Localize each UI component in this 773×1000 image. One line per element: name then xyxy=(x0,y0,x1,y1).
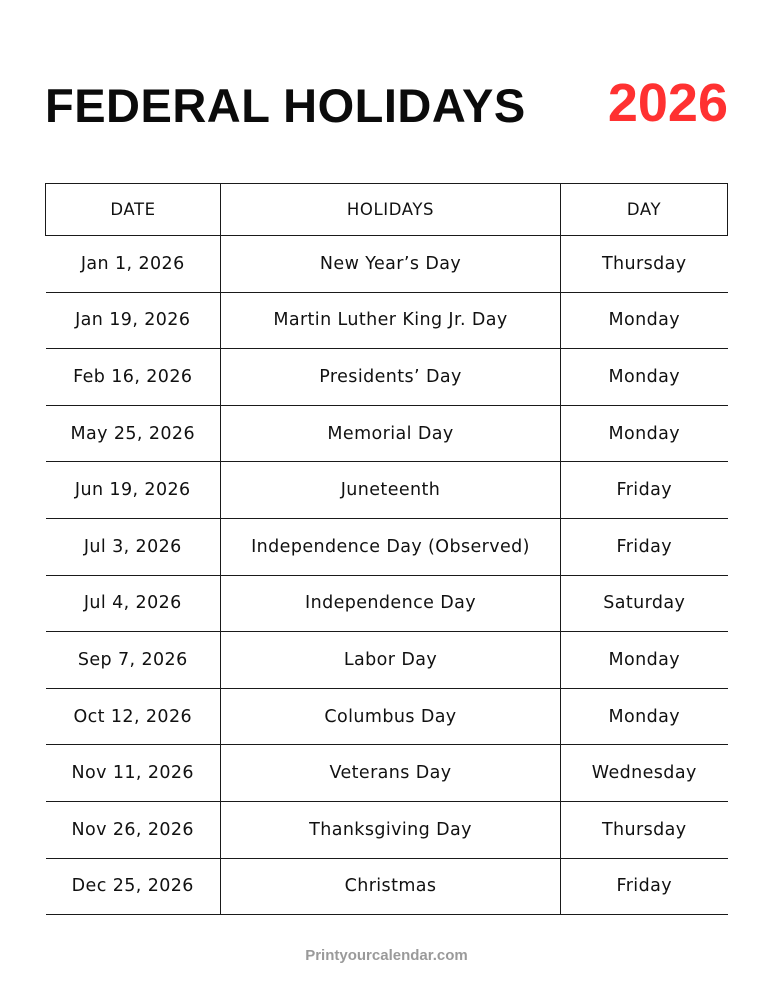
footer-site-link[interactable]: Printyourcalendar.com xyxy=(305,947,468,964)
table-row xyxy=(46,405,728,462)
table-row xyxy=(46,236,728,293)
date-cell: Dec 25, 2026 xyxy=(46,858,221,915)
holiday-cell: Presidents’ Day xyxy=(221,349,561,406)
column-header-holidays: HOLIDAYS xyxy=(221,184,561,236)
page-title: FEDERAL HOLIDAYS xyxy=(45,79,526,132)
column-header-date: DATE xyxy=(46,184,221,236)
table-header-row xyxy=(46,184,728,236)
holiday-cell: Christmas xyxy=(221,858,561,915)
table-row xyxy=(46,349,728,406)
holiday-cell: Thanksgiving Day xyxy=(221,801,561,858)
date-cell: Oct 12, 2026 xyxy=(46,688,221,745)
date-cell: Nov 26, 2026 xyxy=(46,801,221,858)
table-row xyxy=(46,462,728,519)
table-row xyxy=(46,745,728,802)
holiday-cell: Martin Luther King Jr. Day xyxy=(221,292,561,349)
table-row xyxy=(46,575,728,632)
year-label: 2026 xyxy=(607,73,728,133)
column-header-day: DAY xyxy=(561,184,728,236)
date-cell: Feb 16, 2026 xyxy=(46,349,221,406)
date-cell: Jun 19, 2026 xyxy=(46,462,221,519)
day-cell: Thursday xyxy=(561,801,728,858)
date-cell: May 25, 2026 xyxy=(46,405,221,462)
holiday-cell: Veterans Day xyxy=(221,745,561,802)
table-row xyxy=(46,292,728,349)
holiday-cell: Independence Day (Observed) xyxy=(221,518,561,575)
day-cell: Monday xyxy=(561,292,728,349)
table-row xyxy=(46,801,728,858)
date-cell: Jan 1, 2026 xyxy=(46,236,221,293)
date-cell: Nov 11, 2026 xyxy=(46,745,221,802)
day-cell: Friday xyxy=(561,518,728,575)
holiday-cell: New Year’s Day xyxy=(221,236,561,293)
holiday-cell: Labor Day xyxy=(221,632,561,689)
holiday-cell: Independence Day xyxy=(221,575,561,632)
holiday-cell: Columbus Day xyxy=(221,688,561,745)
day-cell: Wednesday xyxy=(561,745,728,802)
holiday-cell: Memorial Day xyxy=(221,405,561,462)
day-cell: Friday xyxy=(561,462,728,519)
day-cell: Monday xyxy=(561,349,728,406)
day-cell: Monday xyxy=(561,688,728,745)
day-cell: Friday xyxy=(561,858,728,915)
date-cell: Jul 4, 2026 xyxy=(46,575,221,632)
day-cell: Thursday xyxy=(561,236,728,293)
date-cell: Jul 3, 2026 xyxy=(46,518,221,575)
day-cell: Monday xyxy=(561,405,728,462)
day-cell: Saturday xyxy=(561,575,728,632)
date-cell: Sep 7, 2026 xyxy=(46,632,221,689)
table-row xyxy=(46,518,728,575)
holiday-cell: Juneteenth xyxy=(221,462,561,519)
holidays-table xyxy=(45,183,728,915)
table-row xyxy=(46,688,728,745)
day-cell: Monday xyxy=(561,632,728,689)
date-cell: Jan 19, 2026 xyxy=(46,292,221,349)
table-row xyxy=(46,632,728,689)
table-row xyxy=(46,858,728,915)
